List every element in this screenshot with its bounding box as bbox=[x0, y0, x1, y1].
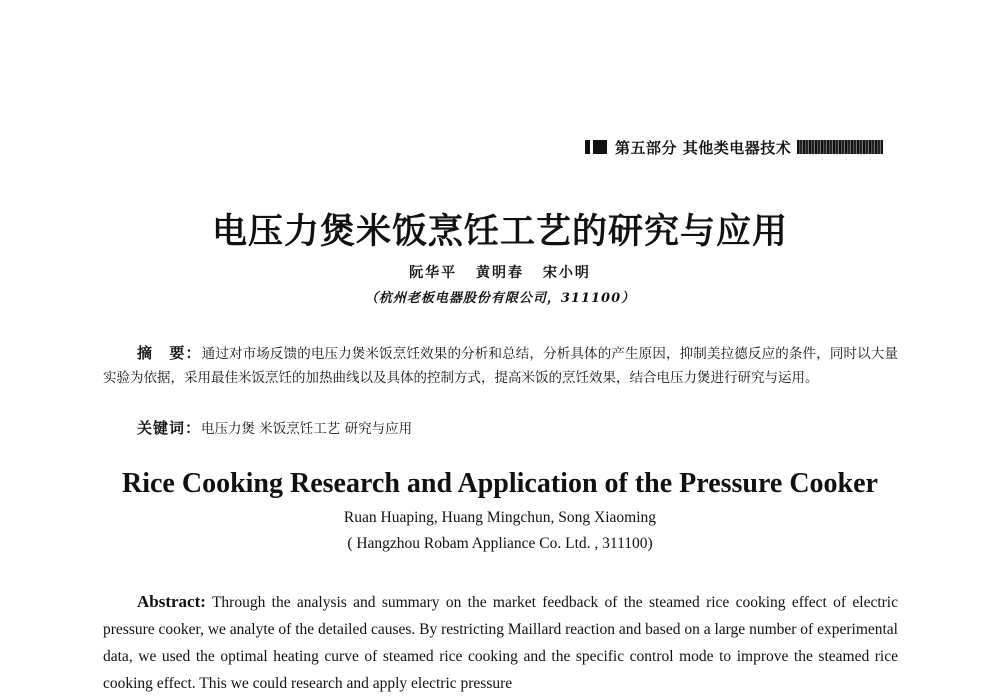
english-title: Rice Cooking Research and Application of the Pressure Cooker bbox=[122, 468, 878, 499]
section-header-text: 第五部分 其他类电器技术 bbox=[615, 138, 792, 157]
english-abstract-text: Through the analysis and summary on the market feedback of the steamed rice cooking effect of electric pressure cooker, we analyte of the detailed causes. By restricting Maillard reaction and based on a large number of experimental data, we used the optimal heating curve of steamed rice cooking and the specific control mode to improve the steamed rice cooking effect. This we could research and apply electric pressure bbox=[103, 594, 898, 692]
chinese-abstract-text: 通过对市场反馈的电压力煲米饭烹饪效果的分析和总结，分析具体的产生原因，抑制美拉德反应的条件，同时以大量实验为依据，采用最佳米饭烹饪的加热曲线以及具体的控制方式，提高米饭的烹饪效果，结合电压力煲进行研究与运用。 bbox=[103, 346, 898, 386]
section-header bbox=[585, 136, 895, 158]
header-marker-thin bbox=[585, 140, 590, 154]
chinese-keywords-label: 关键词： bbox=[137, 419, 202, 437]
header-marker-block bbox=[593, 140, 607, 154]
header-hatch-bar bbox=[797, 140, 883, 154]
chinese-abstract bbox=[103, 341, 898, 390]
chinese-affiliation: （杭州老板电器股份有限公司，311100） bbox=[364, 291, 636, 306]
chinese-title: 电压力煲米饭烹饪工艺的研究与应用 bbox=[211, 212, 788, 252]
chinese-keywords-text: 电压力煲 米饭烹饪工艺 研究与应用 bbox=[201, 421, 413, 437]
english-abstract bbox=[103, 588, 898, 697]
chinese-authors: 阮华平 黄明春 宋小明 bbox=[409, 265, 591, 281]
chinese-keywords bbox=[137, 416, 412, 441]
english-affiliation: ( Hangzhou Robam Appliance Co. Ltd. , 311100) bbox=[347, 535, 653, 552]
chinese-abstract-label: 摘 要： bbox=[137, 344, 202, 362]
english-authors: Ruan Huaping, Huang Mingchun, Song Xiaoming bbox=[343, 509, 657, 526]
english-abstract-label: Abstract: bbox=[137, 592, 206, 611]
